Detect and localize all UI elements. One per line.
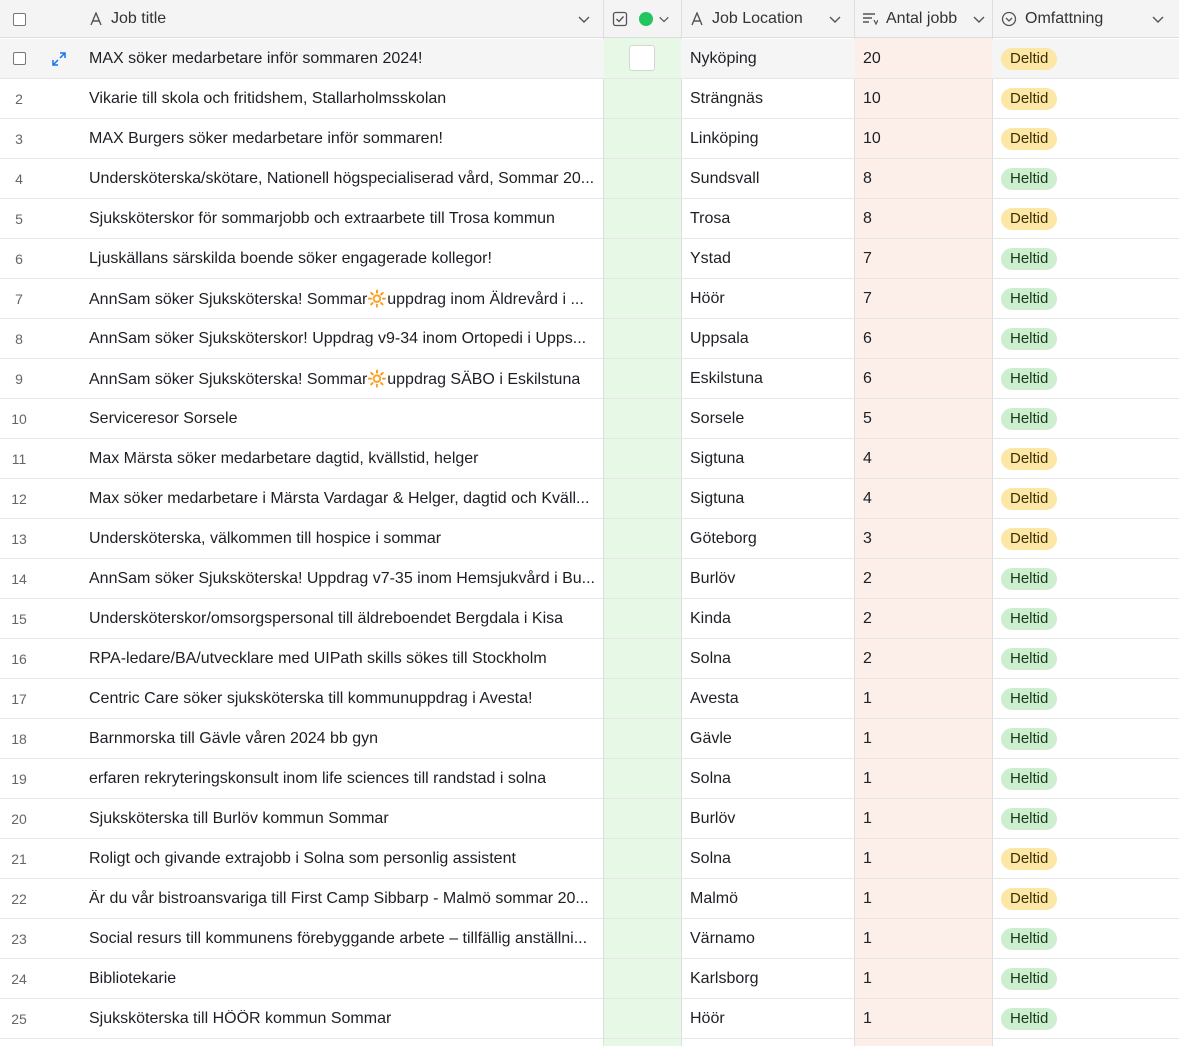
column-label-antal-jobb: Antal jobb: [886, 10, 958, 27]
cell-checkbox[interactable]: [604, 199, 681, 238]
row-number: 14: [11, 570, 27, 587]
job-title-text: Max söker medarbetare i Märsta Vardagar & Helger, dagtid och Kväll...: [89, 489, 590, 507]
cell-checkbox[interactable]: [604, 599, 681, 638]
table-row[interactable]: [0, 159, 1179, 199]
cell-antal-jobb[interactable]: 3: [855, 519, 992, 558]
cell-job-location[interactable]: Kinda: [690, 609, 731, 627]
chevron-down-icon[interactable]: [658, 13, 670, 25]
table-row[interactable]: [0, 399, 1179, 439]
column-label-job-location: Job Location: [712, 10, 803, 27]
cell-omfattning[interactable]: [1001, 719, 1171, 758]
table-row[interactable]: [0, 879, 1179, 919]
omfattning-badge: Heltid: [1001, 808, 1057, 830]
cell-job-title[interactable]: [89, 719, 601, 758]
table-row[interactable]: [0, 239, 1179, 279]
job-title-text: Social resurs till kommunens förebyggande arbete – tillfällig anställni...: [89, 929, 588, 947]
cell-checkbox[interactable]: [604, 679, 681, 718]
cell-omfattning[interactable]: [1001, 79, 1171, 118]
cell-job-title[interactable]: [89, 279, 601, 318]
omfattning-badge: Deltid: [1001, 888, 1057, 910]
cell-job-title[interactable]: [89, 639, 601, 678]
cell-job-location[interactable]: Avesta: [690, 689, 739, 707]
column-header-job-title[interactable]: [89, 0, 601, 38]
cell-antal-jobb[interactable]: 2: [855, 599, 992, 638]
cell-checkbox[interactable]: [604, 719, 681, 758]
job-title-text: Max Märsta söker medarbetare dagtid, kvällstid, helger: [89, 449, 479, 467]
cell-job-title[interactable]: [89, 999, 601, 1038]
table-row[interactable]: [0, 719, 1179, 759]
cell-job-title[interactable]: [89, 559, 601, 598]
cell-job-title[interactable]: [89, 359, 601, 398]
cell-checkbox[interactable]: [604, 799, 681, 838]
omfattning-badge: Deltid: [1001, 528, 1057, 550]
checkbox-field-icon: [612, 11, 628, 27]
cell-omfattning[interactable]: [1001, 799, 1171, 838]
cell-job-title[interactable]: [89, 119, 601, 158]
job-title-text: MAX söker medarbetare inför sommaren 2024!: [89, 49, 423, 67]
row-number: 9: [15, 370, 23, 387]
table-row[interactable]: [0, 639, 1179, 679]
omfattning-badge: Heltid: [1001, 688, 1057, 710]
chevron-down-icon[interactable]: [828, 12, 842, 26]
row-select-checkbox[interactable]: [13, 52, 26, 65]
cell-job-location[interactable]: Strängnäs: [690, 89, 763, 107]
cell-omfattning[interactable]: [1001, 879, 1171, 918]
row-number: 3: [15, 130, 23, 147]
row-number: 21: [11, 850, 27, 867]
cell-checkbox[interactable]: [604, 279, 681, 318]
job-title-text: MAX Burgers söker medarbetare inför sommaren!: [89, 129, 443, 147]
column-label-job-title: Job title: [111, 10, 167, 27]
job-title-text: RPA-ledare/BA/utvecklare med UIPath skills sökes till Stockholm: [89, 649, 547, 667]
cell-omfattning[interactable]: [1001, 119, 1171, 158]
row-number: 2: [15, 90, 23, 107]
cell-job-title[interactable]: [89, 439, 601, 478]
cell-checkbox[interactable]: [604, 879, 681, 918]
cell-checkbox[interactable]: [604, 839, 681, 878]
job-title-text: Undersköterska, välkommen till hospice i sommar: [89, 529, 442, 547]
row-number: 23: [11, 930, 27, 947]
cell-job-location[interactable]: Sigtuna: [690, 489, 745, 507]
cell-job-location[interactable]: Linköping: [690, 129, 759, 147]
cell-antal-jobb[interactable]: 10: [855, 79, 992, 118]
cell-antal-jobb[interactable]: 8: [855, 159, 992, 198]
column-header-omfattning[interactable]: [1001, 0, 1171, 38]
cell-omfattning[interactable]: [1001, 759, 1171, 798]
table-row[interactable]: [0, 759, 1179, 799]
table-row[interactable]: [0, 439, 1179, 479]
row-number: 8: [15, 330, 23, 347]
row-number: 19: [11, 770, 27, 787]
chevron-down-icon[interactable]: [1151, 12, 1165, 26]
cell-antal-jobb[interactable]: 1: [855, 959, 992, 998]
cell-job-title[interactable]: [89, 159, 601, 198]
table-row[interactable]: [0, 959, 1179, 999]
cell-omfattning[interactable]: [1001, 559, 1171, 598]
cell-omfattning[interactable]: [1001, 199, 1171, 238]
cell-job-title[interactable]: [89, 759, 601, 798]
omfattning-badge: Deltid: [1001, 88, 1057, 110]
cell-omfattning[interactable]: [1001, 639, 1171, 678]
cell-antal-jobb[interactable]: 6: [855, 359, 992, 398]
cell-job-title[interactable]: [89, 39, 601, 78]
job-title-text: Sjuksköterska till Burlöv kommun Sommar: [89, 809, 389, 827]
checkbox-input[interactable]: [629, 45, 655, 71]
table-row[interactable]: [0, 799, 1179, 839]
omfattning-badge: Heltid: [1001, 288, 1057, 310]
column-header-checkbox[interactable]: [604, 0, 681, 38]
table-row[interactable]: [0, 919, 1179, 959]
cell-omfattning[interactable]: [1001, 159, 1171, 198]
job-title-text: AnnSam söker Sjuksköterska! Sommar🔆uppdrag SÄBO i Eskilstuna: [89, 370, 581, 388]
cell-antal-jobb[interactable]: 8: [855, 199, 992, 238]
table-row[interactable]: [0, 839, 1179, 879]
table-row[interactable]: [0, 679, 1179, 719]
omfattning-badge: Heltid: [1001, 648, 1057, 670]
cell-job-location[interactable]: Malmö: [690, 889, 739, 907]
cell-job-title[interactable]: [89, 239, 601, 278]
cell-omfattning[interactable]: [1001, 39, 1171, 78]
job-title-text: AnnSam söker Sjuksköterska! Sommar🔆uppdrag inom Äldrevård i ...: [89, 290, 584, 308]
cell-job-title[interactable]: [89, 79, 601, 118]
cell-job-location[interactable]: Höör: [690, 289, 725, 307]
cell-antal-jobb[interactable]: 4: [855, 479, 992, 518]
job-title-text: Roligt och givande extrajobb i Solna som personlig assistent: [89, 849, 516, 867]
cell-job-title[interactable]: [89, 319, 601, 358]
cell-checkbox[interactable]: [604, 559, 681, 598]
cell-job-location[interactable]: Burlöv: [690, 809, 736, 827]
grid-header: [0, 0, 1179, 38]
status-dot-icon: [638, 11, 654, 27]
table-row[interactable]: [0, 79, 1179, 119]
table-row[interactable]: [0, 519, 1179, 559]
row-number: 7: [15, 290, 23, 307]
cell-checkbox[interactable]: [604, 79, 681, 118]
cell-omfattning[interactable]: [1001, 439, 1171, 478]
chevron-down-icon[interactable]: [972, 12, 986, 26]
chevron-down-icon[interactable]: [577, 12, 591, 26]
cell-job-location[interactable]: Burlöv: [690, 569, 736, 587]
cell-job-location[interactable]: Sorsele: [690, 409, 745, 427]
omfattning-badge: Heltid: [1001, 728, 1057, 750]
row-number: 11: [11, 450, 27, 467]
cell-omfattning[interactable]: [1001, 919, 1171, 958]
expand-record-icon[interactable]: [50, 50, 68, 68]
job-title-text: Är du vår bistroansvariga till First Camp Sibbarp - Malmö sommar 20...: [89, 889, 589, 907]
cell-omfattning[interactable]: [1001, 479, 1171, 518]
cell-job-location[interactable]: Nyköping: [690, 49, 757, 67]
text-field-icon: [690, 12, 704, 26]
cell-omfattning[interactable]: [1001, 959, 1171, 998]
cell-job-title[interactable]: [89, 679, 601, 718]
cell-job-title[interactable]: [89, 399, 601, 438]
omfattning-badge: Heltid: [1001, 368, 1057, 390]
column-label-omfattning: Omfattning: [1025, 10, 1104, 27]
row-number: 12: [11, 490, 27, 507]
omfattning-badge: Heltid: [1001, 328, 1057, 350]
cell-job-title[interactable]: [89, 799, 601, 838]
cell-checkbox[interactable]: [604, 759, 681, 798]
cell-omfattning[interactable]: [1001, 599, 1171, 638]
job-title-text: Serviceresor Sorsele: [89, 409, 238, 427]
cell-checkbox[interactable]: [604, 239, 681, 278]
job-title-text: AnnSam söker Sjuksköterskor! Uppdrag v9-34 inom Ortopedi i Upps...: [89, 329, 587, 347]
omfattning-badge: Heltid: [1001, 928, 1057, 950]
cell-antal-jobb[interactable]: 6: [855, 319, 992, 358]
cell-antal-jobb[interactable]: 1: [855, 999, 992, 1038]
cell-checkbox[interactable]: [604, 399, 681, 438]
cell-omfattning[interactable]: [1001, 399, 1171, 438]
cell-job-title[interactable]: [89, 199, 601, 238]
omfattning-badge: Heltid: [1001, 408, 1057, 430]
cell-antal-jobb[interactable]: 20: [855, 39, 992, 78]
cell-job-title[interactable]: [89, 599, 601, 638]
omfattning-badge: Heltid: [1001, 248, 1057, 270]
cell-checkbox[interactable]: [604, 439, 681, 478]
row-number: 18: [11, 730, 27, 747]
cell-job-location[interactable]: Värnamo: [690, 929, 755, 947]
cell-job-location[interactable]: Solna: [690, 849, 731, 867]
row-number: 6: [15, 250, 23, 267]
cell-antal-jobb[interactable]: 1: [855, 759, 992, 798]
cell-checkbox[interactable]: [604, 639, 681, 678]
omfattning-badge: Heltid: [1001, 968, 1057, 990]
single-select-icon: [1001, 11, 1017, 27]
cell-omfattning[interactable]: [1001, 839, 1171, 878]
cell-antal-jobb[interactable]: 10: [855, 119, 992, 158]
cell-job-location[interactable]: Höör: [690, 1009, 725, 1027]
job-title-text: Barnmorska till Gävle våren 2024 bb gyn: [89, 729, 379, 747]
omfattning-badge: Deltid: [1001, 48, 1057, 70]
job-title-text: Undersköterska/skötare, Nationell högspecialiserad vård, Sommar 20...: [89, 169, 595, 187]
omfattning-badge: Heltid: [1001, 608, 1057, 630]
job-title-text: Ljuskällans särskilda boende söker engagerade kollegor!: [89, 249, 492, 267]
cell-job-location[interactable]: Karlsborg: [690, 969, 759, 987]
cell-antal-jobb[interactable]: 1: [855, 839, 992, 878]
omfattning-badge: Heltid: [1001, 168, 1057, 190]
table-row[interactable]: [0, 999, 1179, 1039]
cell-job-title[interactable]: [89, 519, 601, 558]
table-row[interactable]: [0, 559, 1179, 599]
cell-checkbox[interactable]: [604, 359, 681, 398]
table-row[interactable]: [0, 599, 1179, 639]
job-title-text: Sjuksköterskor för sommarjobb och extraarbete till Trosa kommun: [89, 209, 555, 227]
job-title-text: Vikarie till skola och fritidshem, Stallarholmsskolan: [89, 89, 447, 107]
cell-job-title[interactable]: [89, 479, 601, 518]
cell-checkbox[interactable]: [604, 119, 681, 158]
cell-antal-jobb[interactable]: 5: [855, 399, 992, 438]
row-number: 16: [11, 650, 27, 667]
table-row[interactable]: [0, 119, 1179, 159]
column-header-job-location[interactable]: [690, 0, 850, 38]
cell-omfattning[interactable]: [1001, 359, 1171, 398]
row-number: 17: [11, 690, 27, 707]
table-row[interactable]: [0, 359, 1179, 399]
cell-antal-jobb[interactable]: 1: [855, 879, 992, 918]
table-row[interactable]: [0, 39, 1179, 79]
row-number: 25: [11, 1010, 27, 1027]
sort-descending-icon: [862, 12, 878, 26]
cell-job-title[interactable]: [89, 959, 601, 998]
cell-job-location[interactable]: Sundsvall: [690, 169, 760, 187]
omfattning-badge: Deltid: [1001, 208, 1057, 230]
cell-antal-jobb[interactable]: 2: [855, 639, 992, 678]
omfattning-badge: Heltid: [1001, 768, 1057, 790]
job-title-text: Undersköterskor/omsorgspersonal till äldreboendet Bergdala i Kisa: [89, 609, 564, 627]
cell-omfattning[interactable]: [1001, 999, 1171, 1038]
select-all-checkbox[interactable]: [13, 13, 26, 26]
row-number: 10: [11, 410, 27, 427]
cell-antal-jobb[interactable]: 1: [855, 679, 992, 718]
row-number: 4: [15, 170, 23, 187]
row-number: 5: [15, 210, 23, 227]
row-number: 20: [11, 810, 27, 827]
cell-omfattning[interactable]: [1001, 319, 1171, 358]
table-row[interactable]: [0, 279, 1179, 319]
row-number: 22: [11, 890, 27, 907]
job-title-text: Bibliotekarie: [89, 969, 177, 987]
job-title-text: AnnSam söker Sjuksköterska! Uppdrag v7-35 inom Hemsjukvård i Bu...: [89, 569, 595, 587]
cell-omfattning[interactable]: [1001, 679, 1171, 718]
cell-checkbox[interactable]: [604, 999, 681, 1038]
cell-job-location[interactable]: Gävle: [690, 729, 732, 747]
job-title-text: Sjuksköterska till HÖÖR kommun Sommar: [89, 1009, 392, 1027]
table-row[interactable]: [0, 199, 1179, 239]
cell-job-title[interactable]: [89, 839, 601, 878]
cell-checkbox[interactable]: [604, 919, 681, 958]
cell-checkbox[interactable]: [604, 319, 681, 358]
cell-omfattning[interactable]: [1001, 239, 1171, 278]
cell-antal-jobb[interactable]: 2: [855, 559, 992, 598]
cell-job-location[interactable]: Göteborg: [690, 529, 757, 547]
text-field-icon: [89, 12, 103, 26]
column-header-antal-jobb[interactable]: [862, 0, 990, 38]
omfattning-badge: Heltid: [1001, 1008, 1057, 1030]
cell-antal-jobb[interactable]: 7: [855, 279, 992, 318]
cell-job-location[interactable]: Solna: [690, 649, 731, 667]
omfattning-badge: Deltid: [1001, 488, 1057, 510]
cell-antal-jobb[interactable]: 7: [855, 239, 992, 278]
row-number[interactable]: [0, 39, 38, 78]
cell-checkbox[interactable]: [604, 479, 681, 518]
cell-checkbox[interactable]: [604, 159, 681, 198]
select-all-cell[interactable]: [0, 0, 38, 38]
cell-job-location[interactable]: Eskilstuna: [690, 369, 763, 387]
row-number: 15: [11, 610, 27, 627]
cell-job-title[interactable]: [89, 919, 601, 958]
cell-omfattning[interactable]: [1001, 519, 1171, 558]
cell-checkbox[interactable]: [604, 959, 681, 998]
omfattning-badge: Deltid: [1001, 448, 1057, 470]
table-row[interactable]: [0, 319, 1179, 359]
table-row[interactable]: [0, 479, 1179, 519]
cell-omfattning[interactable]: [1001, 279, 1171, 318]
cell-job-location[interactable]: Sigtuna: [690, 449, 745, 467]
cell-job-location[interactable]: Ystad: [690, 249, 731, 267]
omfattning-badge: Deltid: [1001, 848, 1057, 870]
cell-checkbox[interactable]: [604, 519, 681, 558]
row-number: 24: [11, 970, 27, 987]
cell-job-title[interactable]: [89, 879, 601, 918]
cell-job-location[interactable]: Solna: [690, 769, 731, 787]
row-number: 13: [11, 530, 27, 547]
cell-antal-jobb[interactable]: 1: [855, 719, 992, 758]
omfattning-badge: Heltid: [1001, 568, 1057, 590]
job-title-text: erfaren rekryteringskonsult inom life sciences till randstad i solna: [89, 769, 547, 787]
cell-antal-jobb[interactable]: 1: [855, 799, 992, 838]
cell-job-location[interactable]: Uppsala: [690, 329, 749, 347]
job-title-text: Centric Care söker sjuksköterska till kommunuppdrag i Avesta!: [89, 689, 533, 707]
cell-antal-jobb[interactable]: 4: [855, 439, 992, 478]
cell-antal-jobb[interactable]: 1: [855, 919, 992, 958]
omfattning-badge: Deltid: [1001, 128, 1057, 150]
cell-job-location[interactable]: Trosa: [690, 209, 731, 227]
